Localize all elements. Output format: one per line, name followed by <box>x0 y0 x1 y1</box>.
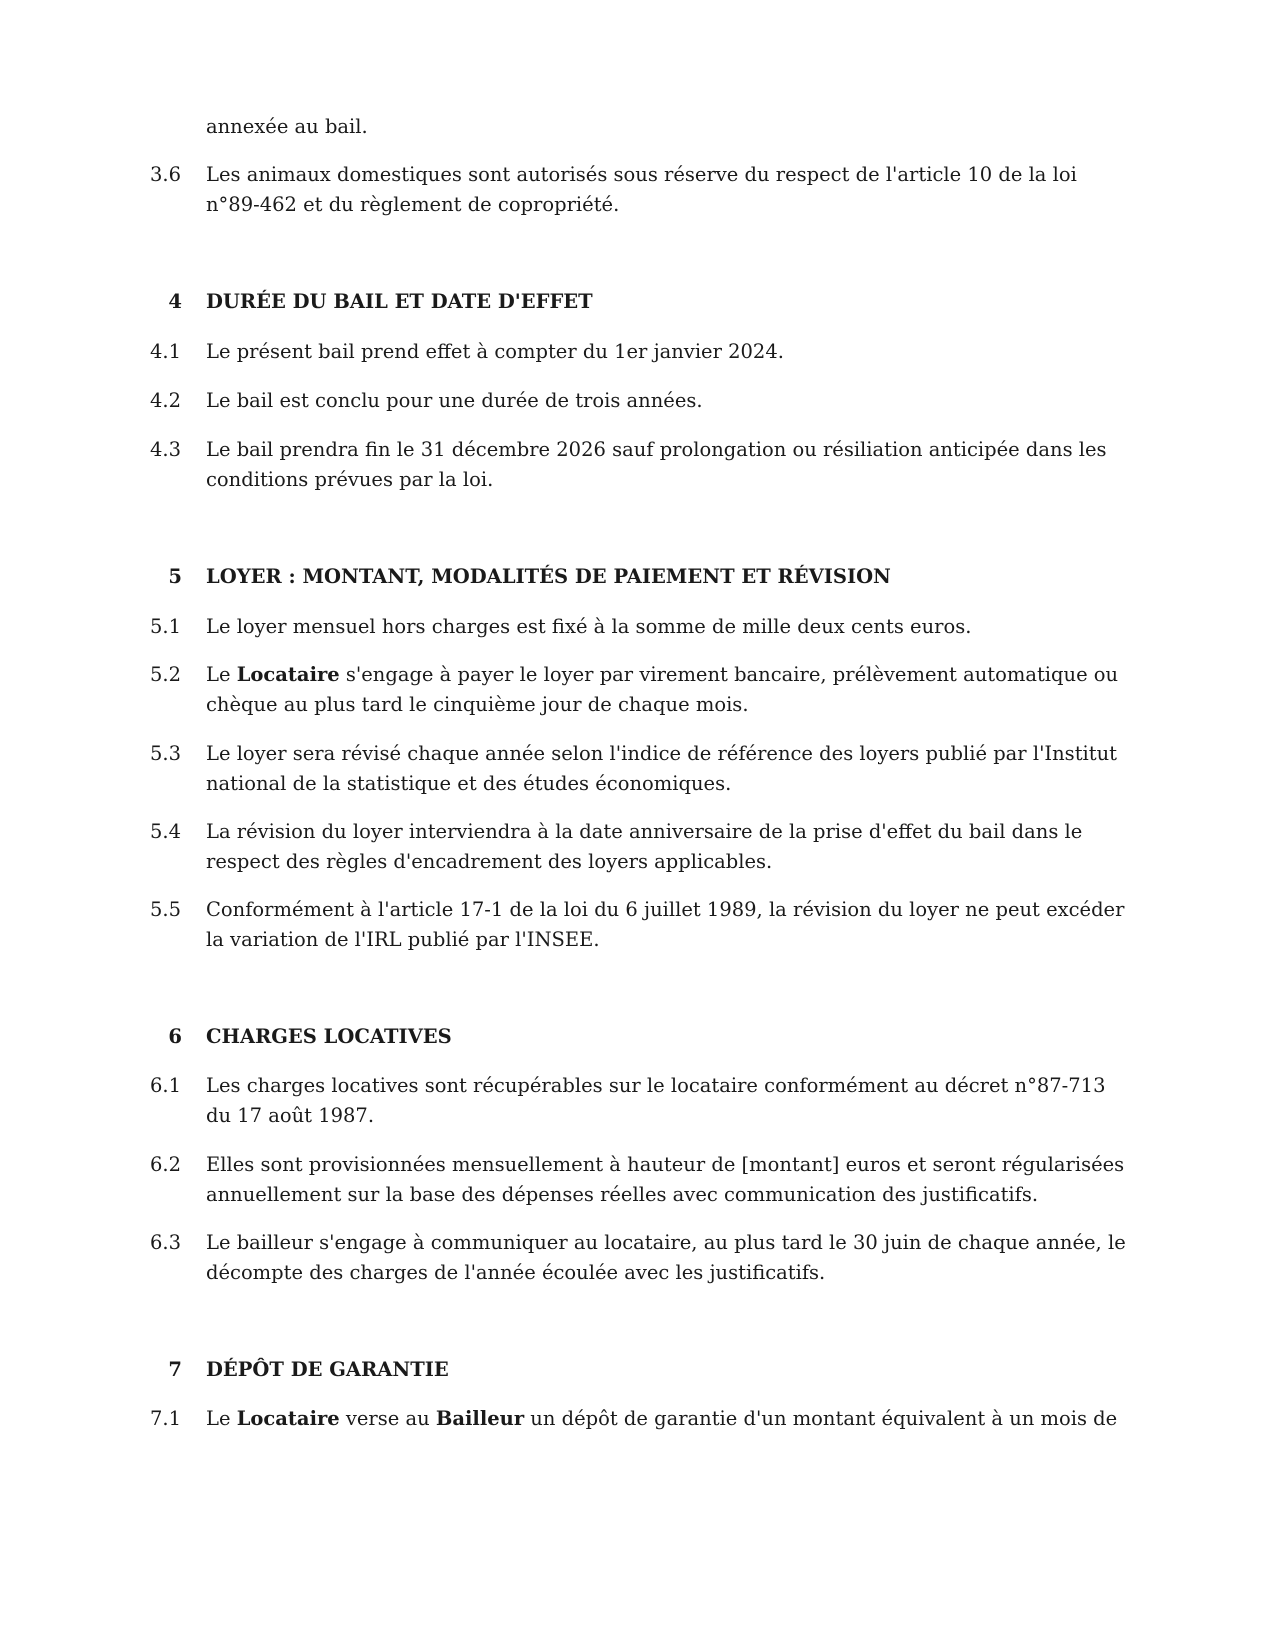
party-name-locataire: Locataire <box>236 1407 340 1430</box>
clause-number: 6.1 <box>150 1074 182 1097</box>
section-number: 4 <box>168 290 182 313</box>
clause-text-suffix: un dépôt de garantie d'un montant équivalent à un mois de <box>524 1407 1118 1430</box>
clause-text: Les charges locatives sont récupérables sur le locataire conformément au décret n°87-713 du 17 août 1987. <box>206 1074 1106 1127</box>
party-name-bailleur: Bailleur <box>435 1407 525 1430</box>
clause-text <box>206 1404 1130 1434</box>
clause-text: La révision du loyer interviendra à la date anniversaire de la prise d'effet du bail dans le respect des règles d'encadrement des loyers applicables. <box>206 820 1083 873</box>
section-number: 5 <box>168 565 182 588</box>
clause-number: 5.4 <box>150 820 182 843</box>
section-title: LOYER : MONTANT, MODALITÉS DE PAIEMENT ET RÉVISION <box>206 565 891 588</box>
clause-text: Le bailleur s'engage à communiquer au locataire, au plus tard le 30 juin de chaque année, le décompte des charges de l'année écoulée avec les justificatifs. <box>206 1231 1126 1284</box>
clause-number: 7.1 <box>150 1407 182 1430</box>
clause-text-suffix: s'engage à payer le loyer par virement bancaire, prélèvement automatique ou chèque au plus tard le cinquième jour de chaque mois. <box>206 663 1119 716</box>
clause-text: Les animaux domestiques sont autorisés sous réserve du respect de l'article 10 de la loi n°89-462 et du règlement de copropriété. <box>206 163 1077 216</box>
section-title: DÉPÔT DE GARANTIE <box>206 1358 449 1381</box>
clause-text-prefix: Le <box>206 1407 237 1430</box>
paragraph-text: annexée au bail. <box>206 115 368 138</box>
clause-text: Conformément à l'article 17-1 de la loi du 6 juillet 1989, la révision du loyer ne peut excéder la variation de l'IRL publié par l'INSEE. <box>206 898 1125 951</box>
section-number: 6 <box>168 1025 182 1048</box>
section-title: DURÉE DU BAIL ET DATE D'EFFET <box>206 290 593 313</box>
clause-number: 4.1 <box>150 340 182 363</box>
clause-number: 3.6 <box>150 163 182 186</box>
clause-number: 6.3 <box>150 1231 182 1254</box>
clause-text: Le présent bail prend effet à compter du 1er janvier 2024. <box>206 340 784 363</box>
clause-text-prefix: Le <box>206 663 237 686</box>
section-title: CHARGES LOCATIVES <box>206 1025 452 1048</box>
clause-number: 5.2 <box>150 663 182 686</box>
clause-text: Le loyer sera révisé chaque année selon l'indice de référence des loyers publié par l'Institut national de la statistique et des études économiques. <box>206 742 1117 795</box>
clause-text: Le bail prendra fin le 31 décembre 2026 sauf prolongation ou résiliation anticipée dans les conditions prévues par la loi. <box>206 438 1107 491</box>
clause-text: Le bail est conclu pour une durée de trois années. <box>206 389 703 412</box>
clause-number: 4.3 <box>150 438 182 461</box>
clause-number: 4.2 <box>150 389 182 412</box>
clause-number: 6.2 <box>150 1153 182 1176</box>
section-number: 7 <box>168 1358 182 1381</box>
clause-text <box>206 660 1130 720</box>
clause-text: Elles sont provisionnées mensuellement à hauteur de [montant] euros et seront régularisées annuellement sur la base des dépenses réelles avec communication des justificatifs. <box>206 1153 1125 1206</box>
clause-text: Le loyer mensuel hors charges est fixé à la somme de mille deux cents euros. <box>206 615 972 638</box>
clause-number: 5.5 <box>150 898 182 921</box>
clause-number: 5.3 <box>150 742 182 765</box>
clause-text-middle: verse au <box>339 1407 436 1430</box>
clause-number: 5.1 <box>150 615 182 638</box>
party-name-locataire: Locataire <box>236 663 340 686</box>
